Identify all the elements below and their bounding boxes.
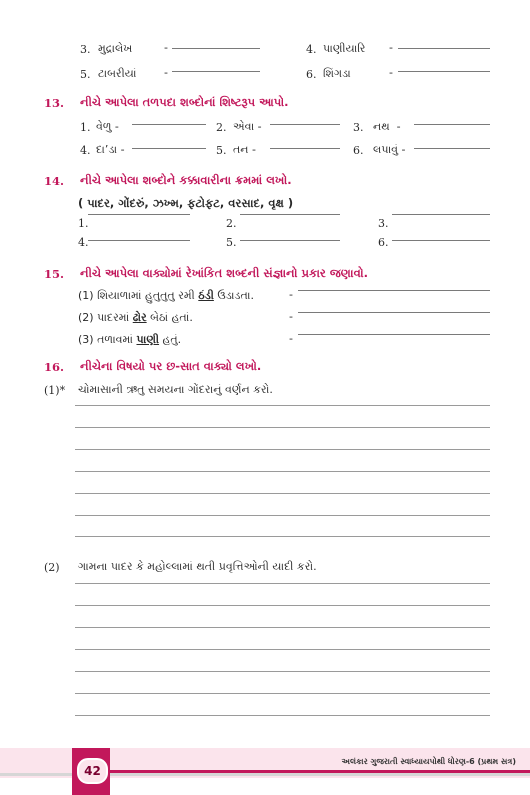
q15-sentence-3 <box>78 333 181 347</box>
word-list: ( પાદર, ગોંદરું, ઝખ્મ, ફટોફટ, વરસાદ, વૃક્ષ ) <box>78 196 294 210</box>
answer-line[interactable] <box>172 71 260 72</box>
q13-5-number: 5. <box>216 144 227 157</box>
q13-6-word: લપાવું - <box>373 143 406 156</box>
dash: - <box>289 288 293 301</box>
q14-3-number: 3. <box>378 217 389 230</box>
writing-line[interactable] <box>75 515 490 516</box>
item-5-word: ટાબરીયાં <box>98 67 137 80</box>
book-title: અલંકાર ગુજરાતી સ્વાધ્યાયપોથી ધોરણ-6 (પ્રથમ સત્ર) <box>341 757 516 766</box>
item-5-number: 5. <box>80 68 91 81</box>
q16-part-1-number: (1)* <box>44 384 66 397</box>
q14-1-number: 1. <box>78 217 89 230</box>
writing-line[interactable] <box>75 671 490 672</box>
answer-line[interactable] <box>414 124 490 125</box>
writing-line[interactable] <box>75 405 490 406</box>
item-6-word: શિંગડા <box>323 67 351 80</box>
q13-3-word: નથ - <box>373 120 401 133</box>
q13-2-number: 2. <box>216 121 227 134</box>
q13-4-word: દા’ડા - <box>96 143 125 156</box>
writing-line[interactable] <box>75 649 490 650</box>
item-4-word: પાણીયારિ <box>323 42 366 55</box>
question-16-text: નીચેના વિષયો પર છ-સાત વાક્યો લખો. <box>80 359 262 373</box>
writing-line[interactable] <box>75 449 490 450</box>
answer-line[interactable] <box>270 124 340 125</box>
writing-line[interactable] <box>75 471 490 472</box>
q13-1-word: વેળુ - <box>96 120 119 133</box>
question-15-number: 15. <box>44 267 65 281</box>
underlined-word: ઢોર <box>132 311 147 324</box>
dash: - <box>389 66 393 79</box>
q13-3-number: 3. <box>353 121 364 134</box>
answer-line[interactable] <box>414 148 490 149</box>
dash: - <box>289 332 293 345</box>
answer-line[interactable] <box>132 148 206 149</box>
answer-line[interactable] <box>88 214 190 215</box>
answer-line[interactable] <box>298 290 490 291</box>
underlined-word: ઠંડી <box>198 289 214 302</box>
q14-5-number: 5. <box>226 236 237 249</box>
q15-sentence-2 <box>78 311 193 325</box>
question-13-text: નીચે આપેલા તળપદા શબ્દોનાં શિષ્ટરૂપ આપો. <box>80 95 289 109</box>
q13-1-number: 1. <box>80 121 91 134</box>
answer-line[interactable] <box>240 240 340 241</box>
q15-1-number: (1) <box>78 289 94 302</box>
item-6-number: 6. <box>306 68 317 81</box>
q13-2-word: એવા - <box>233 120 262 133</box>
q16-part-2-number: (2) <box>44 561 60 574</box>
writing-line[interactable] <box>75 583 490 584</box>
page-number: 42 <box>77 758 108 784</box>
question-14-number: 14. <box>44 174 65 188</box>
sentence-text: તળાવમાં <box>97 333 137 346</box>
dash: - <box>389 41 393 54</box>
writing-line[interactable] <box>75 627 490 628</box>
answer-line[interactable] <box>392 240 490 241</box>
question-13-number: 13. <box>44 96 65 110</box>
answer-line[interactable] <box>398 71 490 72</box>
writing-line[interactable] <box>75 493 490 494</box>
answer-line[interactable] <box>88 240 190 241</box>
question-16-number: 16. <box>44 360 65 374</box>
answer-line[interactable] <box>298 312 490 313</box>
answer-line[interactable] <box>398 48 490 49</box>
dash: - <box>164 66 168 79</box>
answer-line[interactable] <box>270 148 340 149</box>
sentence-text: પાદરમાં <box>97 311 133 324</box>
q13-5-word: તન - <box>233 143 256 156</box>
writing-line[interactable] <box>75 693 490 694</box>
sentence-text: બેઠાં હતાં. <box>146 311 193 324</box>
answer-line[interactable] <box>172 48 260 49</box>
dash: - <box>289 310 293 323</box>
q16-part-2-text: ગામના પાદર કે મહોલ્લામાં થતી પ્રવૃત્તિઓની યાદી કરો. <box>78 560 317 573</box>
writing-line[interactable] <box>75 427 490 428</box>
question-14-text: નીચે આપેલા શબ્દોને કક્કાવારીના ક્રમમાં લખો. <box>80 173 292 187</box>
writing-line[interactable] <box>75 536 490 537</box>
q13-6-number: 6. <box>353 144 364 157</box>
item-4-number: 4. <box>306 43 317 56</box>
q15-3-number: (3) <box>78 333 94 346</box>
item-3-number: 3. <box>80 43 91 56</box>
answer-line[interactable] <box>298 334 490 335</box>
q14-6-number: 6. <box>378 236 389 249</box>
writing-line[interactable] <box>75 715 490 716</box>
sentence-text: શિયાળામાં હુતુતુતુ રમી <box>97 289 199 302</box>
question-15-text: નીચે આપેલા વાક્યોમાં રેખાંકિત શબ્દની સંજ્ઞાનો પ્રકાર જણાવો. <box>80 266 368 280</box>
q15-2-number: (2) <box>78 311 94 324</box>
q14-2-number: 2. <box>226 217 237 230</box>
item-3-word: મુદ્રાલેખ <box>98 42 133 55</box>
sentence-text: ઉડાડતા. <box>213 289 254 302</box>
q14-4-number: 4. <box>78 236 89 249</box>
writing-line[interactable] <box>75 605 490 606</box>
answer-line[interactable] <box>132 124 206 125</box>
dash: - <box>164 41 168 54</box>
answer-line[interactable] <box>240 214 340 215</box>
sentence-text: હતું. <box>159 333 182 346</box>
answer-line[interactable] <box>392 214 490 215</box>
q15-sentence-1 <box>78 289 254 303</box>
q13-4-number: 4. <box>80 144 91 157</box>
underlined-word: પાણી <box>136 333 160 346</box>
q16-part-1-text: ચોમાસાની ઋતુ સમયના ગોંદરાનું વર્ણન કરો. <box>78 383 273 396</box>
